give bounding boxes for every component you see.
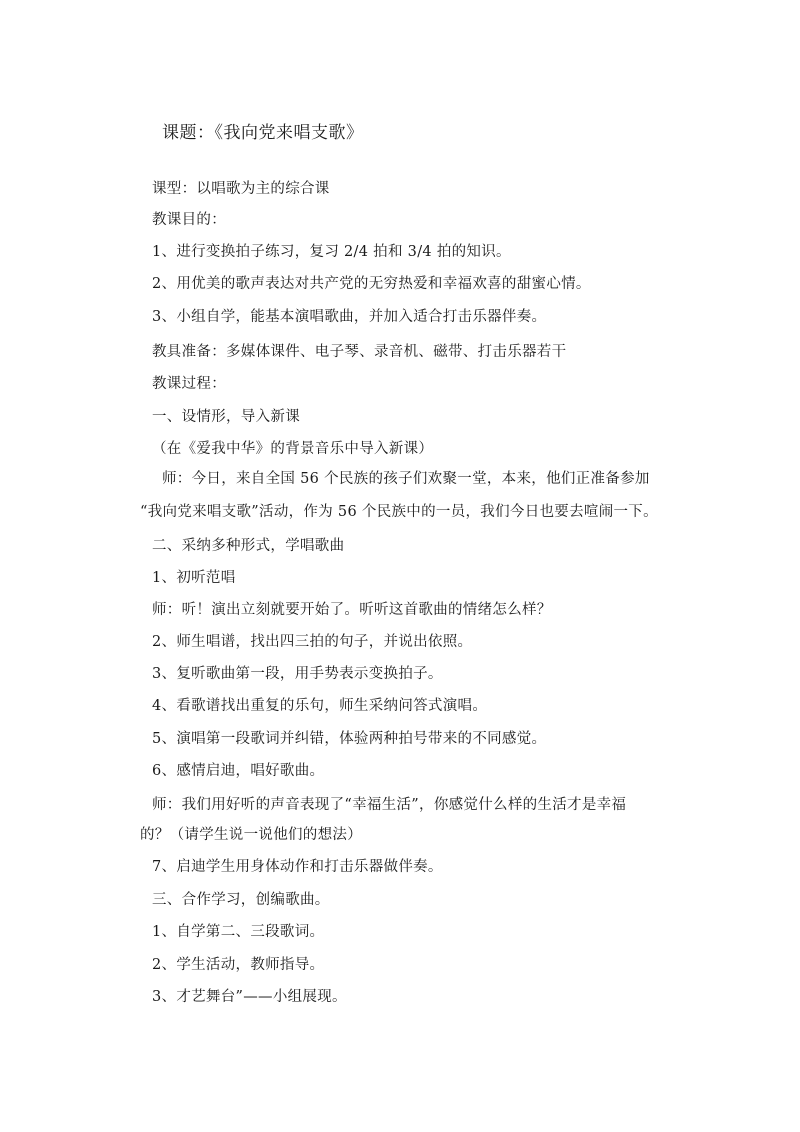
text-line: 7、启迪学生用身体动作和打击乐器做伴奏。 (152, 859, 443, 875)
text-line: 2、学生活动，教师指导。 (152, 957, 325, 973)
text-line: 课型：以唱歌为主的综合课 (152, 181, 330, 197)
text-line: 1、进行变换拍子练习，复习 2/4 拍和 3/4 拍的知识。 (152, 244, 511, 260)
text-line: 师：我们用好听的声音表现了“幸福生活”，你感觉什么样的生活才是幸福 (152, 797, 627, 813)
text-line: 的？（请学生说一说他们的想法） (140, 827, 362, 843)
text-line: 师：今日，来自全国 56 个民族的孩子们欢聚一堂，本来，他们正准备参加 (162, 471, 650, 487)
text-line: “我向党来唱支歌”活动，作为 56 个民族中的一员，我们今日也要去喧闹一下。 (140, 504, 658, 520)
text-line: 二、采纳多种形式，学唱歌曲 (152, 538, 345, 554)
text-line: 4、看歌谱找出重复的乐句，师生采纳问答式演唱。 (152, 698, 488, 714)
text-line: 一、设情形，导入新课 (152, 409, 300, 425)
text-line: 3、小组自学，能基本演唱歌曲，并加入适合打击乐器伴奏。 (152, 309, 547, 325)
text-line: 教具准备：多媒体课件、电子琴、录音机、磁带、打击乐器若干 (152, 344, 567, 360)
text-line: 2、师生唱谱，找出四三拍的句子，并说出依照。 (152, 634, 473, 650)
text-line: 教课过程： (152, 376, 226, 392)
text-line: 师：听！演出立刻就要开始了。听听这首歌曲的情绪怎么样？ (152, 602, 552, 618)
text-line: 3、复听歌曲第一段，用手势表示变换拍子。 (152, 666, 443, 682)
text-line: 三、合作学习，创编歌曲。 (152, 892, 330, 908)
text-line: 6、感情启迪，唱好歌曲。 (152, 763, 325, 779)
text-line: 教课目的： (152, 212, 226, 228)
text-line: （在《爱我中华》的背景音乐中导入新课） (152, 441, 434, 457)
text-line: 1、初听范唱 (152, 570, 236, 586)
text-line: 2、用优美的歌声表达对共产党的无穷热爱和幸福欢喜的甜蜜心情。 (152, 276, 591, 292)
document-title: 课题：《我向党来唱支歌》 (162, 123, 364, 143)
text-line: 3、才艺舞台”——小组展现。 (152, 989, 347, 1005)
text-line: 1、自学第二、三段歌词。 (152, 924, 325, 940)
text-line: 5、演唱第一段歌词并纠错，体验两种拍号带来的不同感觉。 (152, 731, 547, 747)
